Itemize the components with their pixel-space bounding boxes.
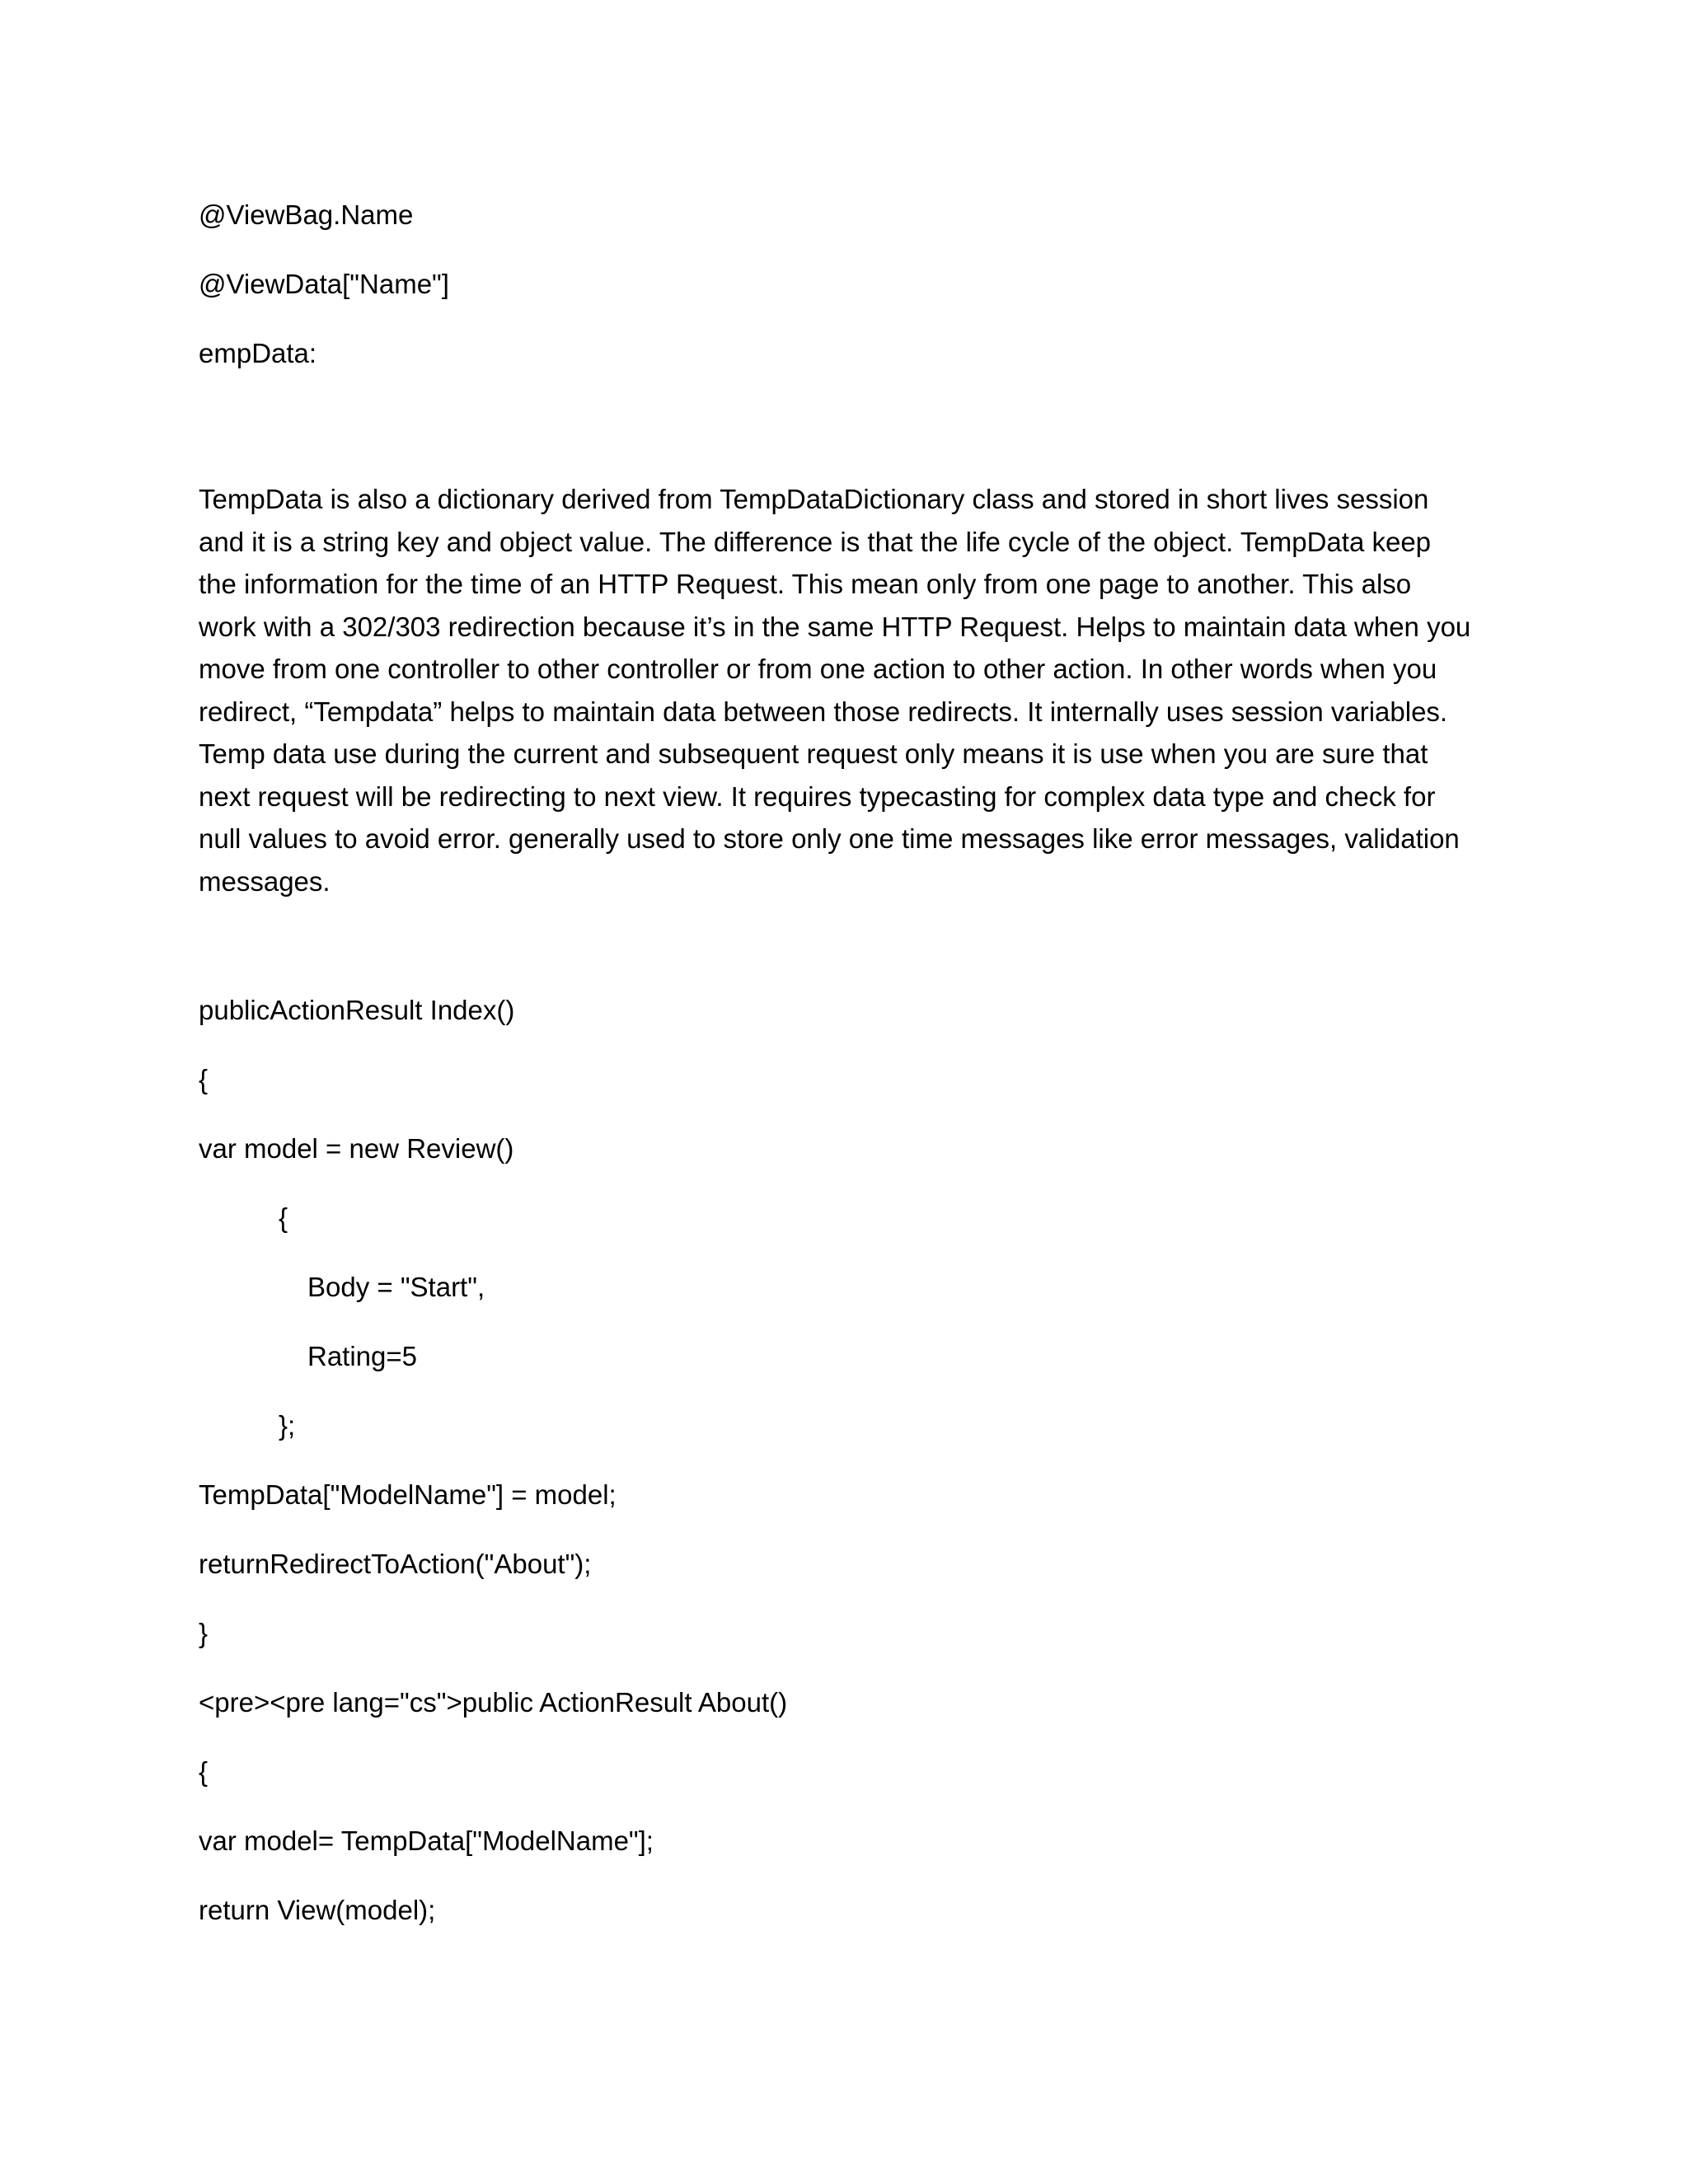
empdata-line: empData:	[199, 338, 317, 368]
code-line-return-view: return View(model);	[199, 1895, 436, 1925]
code-line-var-model-tempdata: var model= TempData["ModelName"];	[199, 1825, 654, 1856]
viewbag-name-line: @ViewBag.Name	[199, 199, 414, 230]
code-line-initializer-open: {	[279, 1202, 288, 1233]
tempdata-paragraph: TempData is also a dictionary derived from TempDataDictionary class and stored in short lives session and it is a string key and object value. The difference is that the life cycle of the object. TempData keep the information for the time of an HTTP Request. This mean only from one page to another. This also work with a 302/303 redirection because it’s in the same HTTP Request. Helps to maintain data when you move from one controller to other controller or from one action to other action. In other words when you redirect, “Tempdata” helps to maintain data between those redirects. It internally uses session variables. Temp data use during the current and subsequent request only means it is use when you are sure that next request will be redirecting to next view. It requires typecasting for complex data type and check for null values to avoid error. generally used to store only one time messages like error messages, validation messages.	[199, 484, 1471, 897]
code-line-rating: Rating=5	[307, 1341, 418, 1371]
viewdata-name-line: @ViewData["Name"]	[199, 269, 449, 299]
code-line-initializer-close: };	[279, 1410, 296, 1441]
code-line-var-model: var model = new Review()	[199, 1133, 514, 1164]
code-line-tempdata-assign: TempData["ModelName"] = model;	[199, 1479, 617, 1510]
code-line-index-signature: publicActionResult Index()	[199, 995, 515, 1025]
code-line-about-open-brace: {	[199, 1756, 209, 1787]
code-line-open-brace: {	[199, 1064, 209, 1094]
code-line-body: Body = "Start",	[307, 1272, 485, 1302]
code-line-close-brace: }	[199, 1618, 209, 1648]
code-line-about-signature: <pre><pre lang="cs">public ActionResult About()	[199, 1687, 788, 1718]
code-line-redirect: returnRedirectToAction("About");	[199, 1549, 592, 1579]
